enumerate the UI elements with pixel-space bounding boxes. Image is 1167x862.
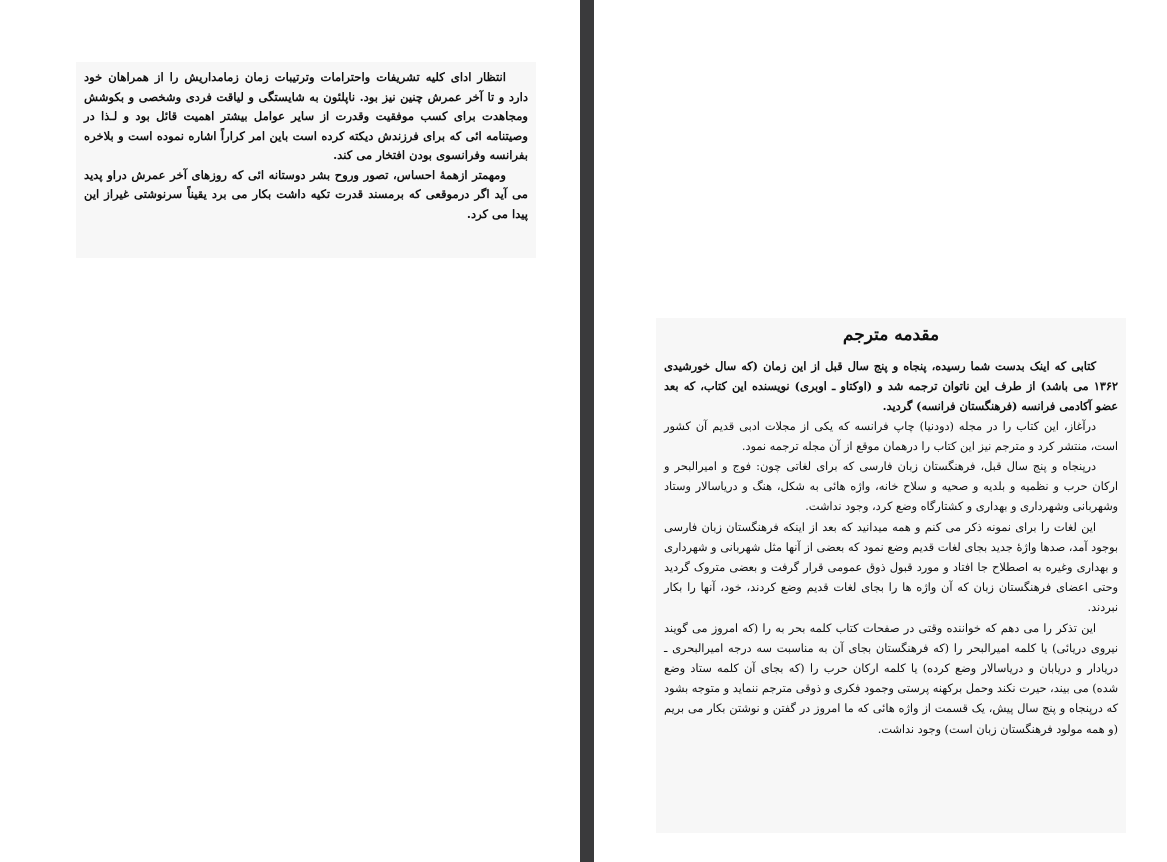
left-paragraph-2: ومهمتر ازهمهٔ احساس، تصور وروح بشر دوستانه ائی که روزهای آخر عمرش دراو پدید می آید اگر درموقعی که برمسند قدرت تکیه داشت بکار می برد یقیناً سرنوشتی غیراز این پیدا می کرد. (84, 167, 528, 221)
left-page-text-block (76, 62, 536, 258)
right-paragraph-3: درپنجاه و پنج سال قبل، فرهنگستان زبان فارسی که برای لغاتی چون: فوج و امیرالبحر و ارکان حرب و نظمیه و بلدیه و صحیه و سلاح خانه، واژه هائی به شکل، هنگ و دریاسالار وستاد وشهربانی وشهرداری و بهداری و کشتارگاه وضع کرد، وجود نداشت. (664, 460, 1118, 514)
translator-preface-heading: مقدمه مترجم (842, 325, 940, 345)
right-page (594, 0, 1167, 862)
right-paragraph-4: این لغات را برای نمونه ذکر می کنم و همه میدانید که بعد از اینکه فرهنگستان زبان فارسی بوجود آمد، صدها واژهٔ جدید بجای لغات قدیم وضع نمود که بعضی از آنها مثل شهربانی و شهرداری و بهداری وغیره به اصطلاح جا افتاد و مورد قبول ذوق عمومی قرار گرفت و بعضی متروک گردید وحتی اعضای فرهنگستان زبان که آن واژه ها را بجای لغات قدیم وضع کردند، خود، آنها را بکار نبردند. (664, 520, 1118, 615)
book-gutter (580, 0, 594, 862)
right-paragraph-5: این تذکر را می دهم که خواننده وقتی در صفحات کتاب کلمه بحر به را (که امروز می گویند نیروی دریائی) یا کلمه امیرالبحر را (که فرهنگستان بجای آن به مناسبت سه درجه امیرالبحری ـ دریادار و دریابان و دریاسالار وضع کرده) یا کلمه ارکان حرب را (که بجای آن کلمه ستاد وضع شده) می بیند، حیرت نکند وحمل برکهنه پرستی وجمود فکری و ذوقی مترجم ننماید و متوجه بشود که درپنجاه و پنج سال پیش، یک قسمت از واژه هائی که ما امروز در گفتن و نوشتن بکار می بریم (و همه مولود فرهنگستان زبان است) وجود نداشت. (664, 621, 1118, 736)
left-page (0, 0, 580, 862)
right-paragraph-2: درآغاز، این کتاب را در مجله (دودنیا) چاپ فرانسه که یکی از مجلات ادبی قدیم آن کشور است، منتشر کرد و مترجم نیز این کتاب را درهمان موقع از آن مجله ترجمه نمود. (664, 419, 1118, 453)
right-paragraph-1: کتابی که اینک بدست شما رسیده، پنجاه و پنج سال قبل از این زمان (که سال خورشیدی ۱۳۶۲ می باشد) از طرف این ناتوان ترجمه شد و (اوکتاو ـ اوبری) نویسنده این کتاب، که بعد عضو آکادمی فرانسه (فرهنگستان فرانسه) گردید. (664, 359, 1118, 414)
left-paragraph-1: انتظار ادای کلیه تشریفات واحترامات وترتیبات زمان زمامداریش را از همراهان خود دارد و تا آخر عمرش چنین نیز بود. ناپلئون به شایستگی و لیاقت فردی وشخصی و بکوشش ومجاهدت برای کسب موفقیت وقدرت از سایر عوامل بیشتر اهمیت قائل بود و لـذا در وصیتنامه ائی که برای فرزندش دیکته کرده است باین امر کراراً اشاره نموده است و بلاخره بفرانسه وفرانسوی بودن افتخار می کند. (84, 70, 528, 162)
right-page-text-block (656, 318, 1126, 833)
